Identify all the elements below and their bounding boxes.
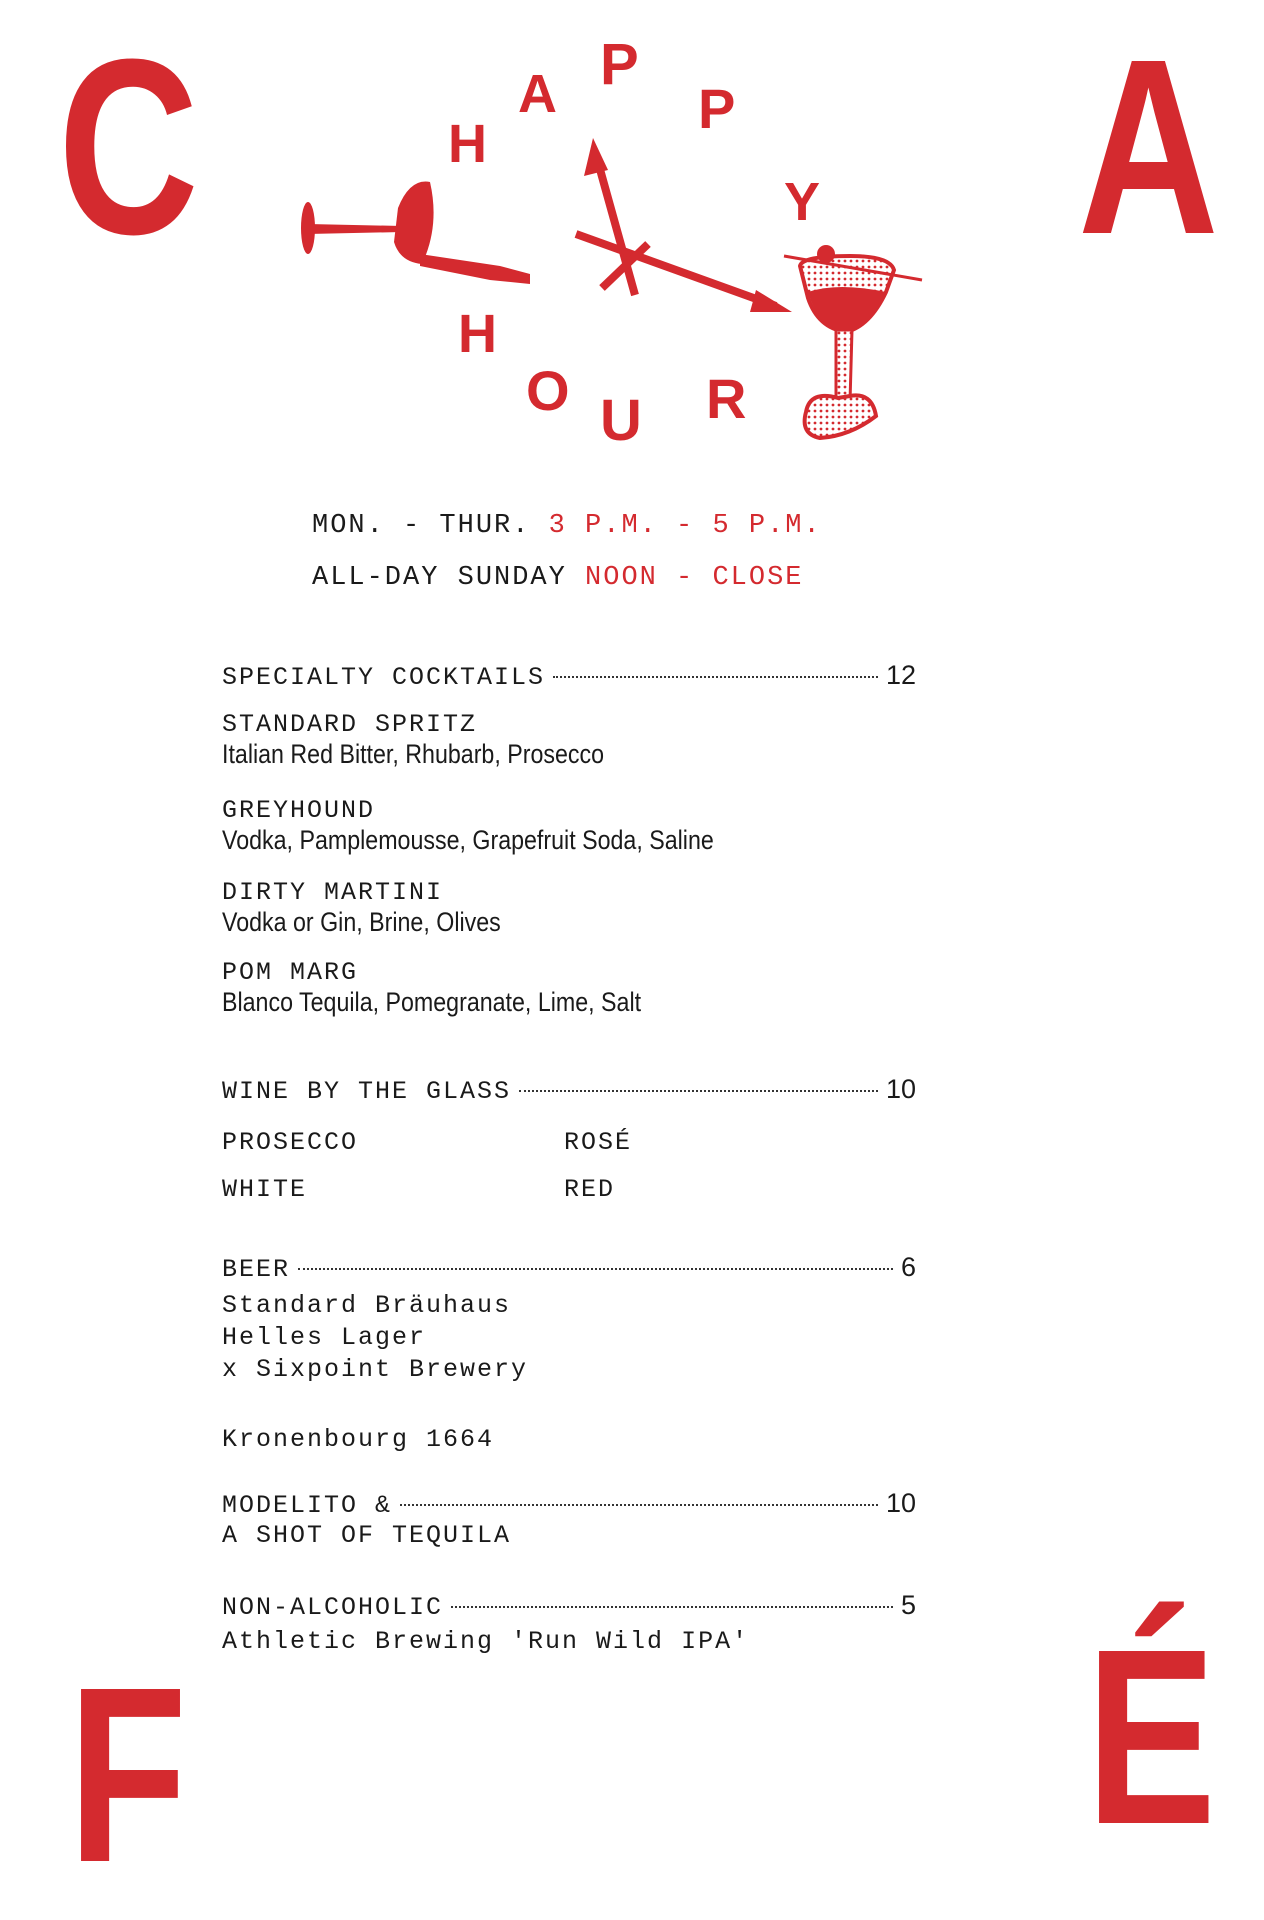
item-description: Vodka or Gin, Brine, Olives — [222, 907, 501, 937]
item-name: STANDARD SPRITZ — [222, 710, 478, 739]
section-price: 10 — [885, 1074, 916, 1104]
logo-letter-p2: P — [698, 77, 736, 140]
section-title: WINE BY THE GLASS — [222, 1077, 512, 1106]
cocktail-glass-icon — [784, 245, 922, 438]
dot-leader — [451, 1606, 893, 1608]
section-title: SPECIALTY COCKTAILS — [222, 663, 546, 692]
item-name: POM MARG — [222, 958, 359, 987]
wine-item: PROSECCO — [222, 1128, 359, 1157]
wine-list — [222, 1128, 916, 1204]
weekday-label: MON. - THUR. — [312, 511, 531, 541]
sunday-time: NOON - CLOSE — [585, 563, 804, 593]
item-description: Vodka, Pamplemousse, Grapefruit Soda, Saline — [222, 825, 714, 855]
dot-leader — [553, 676, 878, 678]
logo-letter-r: R — [706, 367, 747, 430]
section-title: BEER — [222, 1255, 291, 1284]
menu-item — [222, 796, 916, 856]
section-title: MODELITO & — [222, 1491, 393, 1520]
weekday-time: 3 P.M. - 5 P.M. — [548, 511, 822, 541]
item-name: GREYHOUND — [222, 796, 376, 825]
section-wine — [222, 1074, 916, 1204]
corner-letter-c: C — [58, 7, 199, 286]
corner-letter-f: F — [68, 1635, 188, 1914]
section-non-alcoholic — [222, 1590, 916, 1658]
beer-line: x Sixpoint Brewery — [222, 1355, 529, 1384]
corner-letter-e: É — [1086, 1597, 1217, 1876]
logo-letter-h2: H — [458, 304, 497, 364]
item-description: Italian Red Bitter, Rhubarb, Prosecco — [222, 739, 605, 769]
sunday-hours — [312, 552, 822, 604]
section-price: 10 — [885, 1488, 916, 1518]
logo-letter-u: U — [600, 388, 642, 453]
item-name: DIRTY MARTINI — [222, 878, 444, 907]
section-heading — [222, 1074, 916, 1106]
non-alcoholic-item: Athletic Brewing 'Run Wild IPA' — [222, 1627, 750, 1656]
drinks-menu — [222, 660, 916, 1658]
section-heading — [222, 1252, 916, 1284]
wine-item: RED — [564, 1175, 616, 1204]
logo-letter-p1: P — [600, 32, 639, 97]
dot-leader — [519, 1090, 878, 1092]
wine-glass-icon — [301, 182, 530, 284]
happy-hour-logo — [290, 30, 970, 460]
section-cocktails — [222, 660, 916, 1018]
section-title-line2: A SHOT OF TEQUILA — [222, 1521, 512, 1550]
beer-line: Standard Bräuhaus — [222, 1291, 512, 1320]
logo-letter-h: H — [448, 114, 487, 174]
section-price: 5 — [900, 1590, 916, 1620]
beer-item — [222, 1290, 916, 1386]
sunday-label: ALL-DAY SUNDAY — [312, 563, 567, 593]
section-price: 6 — [900, 1252, 916, 1282]
logo-letter-y: Y — [784, 172, 821, 232]
corner-letter-a: A — [1078, 7, 1219, 286]
beer-line: Helles Lager — [222, 1323, 427, 1352]
clock-hands-icon — [576, 155, 776, 306]
wine-item: WHITE — [222, 1175, 308, 1204]
logo-letter-a: A — [518, 64, 557, 124]
weekday-hours — [312, 500, 822, 552]
section-heading — [222, 1590, 916, 1622]
section-price: 12 — [885, 660, 916, 690]
wine-item: ROSÉ — [564, 1128, 633, 1157]
menu-item — [222, 878, 916, 938]
section-heading — [222, 660, 916, 692]
dot-leader — [400, 1504, 878, 1506]
menu-item — [222, 958, 916, 1018]
section-beer — [222, 1252, 916, 1456]
happy-hour-times — [312, 500, 822, 604]
logo-letter-o: O — [526, 359, 570, 422]
section-modelito — [222, 1488, 916, 1552]
section-title: NON-ALCOHOLIC — [222, 1593, 444, 1622]
beer-item: Kronenbourg 1664 — [222, 1425, 495, 1454]
section-heading — [222, 1488, 916, 1520]
dot-leader — [298, 1268, 893, 1270]
menu-item — [222, 710, 916, 770]
item-description: Blanco Tequila, Pomegranate, Lime, Salt — [222, 987, 642, 1017]
